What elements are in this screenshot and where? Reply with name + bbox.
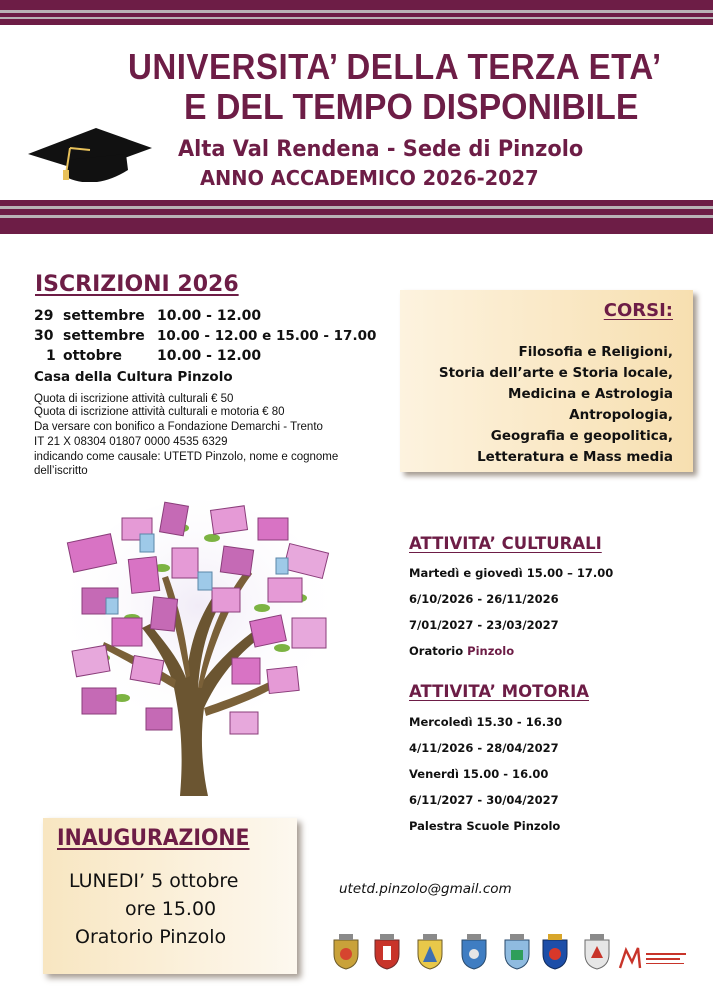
motor-line: 6/11/2027 - 30/04/2027: [409, 793, 559, 807]
schedule-month: settembre: [63, 308, 145, 324]
academic-year: ANNO ACCADEMICO 2026-2027: [200, 166, 539, 190]
book-tree-illustration: [62, 498, 334, 798]
schedule-month: ottobre: [63, 348, 123, 364]
schedule-day: 30: [34, 328, 54, 344]
course-item: Geografia e geopolitica,: [490, 428, 673, 444]
municipal-crest-icon: [502, 934, 532, 970]
motor-line: Mercoledì 15.30 - 16.30: [409, 715, 563, 729]
inauguration-day: LUNEDI’ 5 ottobre: [69, 870, 239, 892]
municipal-crest-icon: [540, 934, 570, 970]
cultural-place: [409, 644, 514, 658]
course-item: Medicina e Astrologia: [508, 386, 673, 402]
schedule-hours: 10.00 - 12.00: [157, 348, 262, 364]
registration-note: Quota di iscrizione attività culturali € 50: [34, 393, 234, 405]
municipal-crest-icon: [331, 934, 361, 970]
contact-email[interactable]: utetd.pinzolo@gmail.com: [339, 881, 512, 897]
cultural-line: 7/01/2027 - 23/03/2027: [409, 618, 559, 632]
registration-note: dell’iscritto: [34, 465, 88, 477]
schedule-day: 29: [34, 308, 54, 324]
header-top-band-3: [0, 19, 713, 25]
registration-title: ISCRIZIONI 2026: [35, 272, 239, 297]
inauguration-place: Oratorio Pinzolo: [75, 926, 227, 948]
cultural-place-accent: Pinzolo: [467, 644, 515, 658]
registration-place: Casa della Cultura Pinzolo: [34, 369, 233, 385]
motor-line: Venerdì 15.00 - 16.00: [409, 767, 549, 781]
schedule-hours: 10.00 - 12.00: [157, 308, 262, 324]
motor-title: ATTIVITA’ MOTORIA: [409, 682, 590, 701]
courses-title: CORSI:: [603, 300, 673, 321]
courses-box: [400, 290, 693, 472]
registration-note: Quota di iscrizione attività culturali e motoria € 80: [34, 406, 285, 418]
municipal-crest-icon: [582, 934, 612, 970]
foundation-logo-icon: [618, 944, 690, 972]
graduation-cap-icon: [26, 108, 154, 182]
cultural-line: Martedì e giovedì 15.00 – 17.00: [409, 566, 614, 580]
motor-place: Palestra Scuole Pinzolo: [409, 819, 561, 833]
municipal-crest-icon: [372, 934, 402, 970]
header-bottom-band-3: [0, 218, 713, 234]
courses-list: [439, 342, 673, 468]
registration-note: indicando come causale: UTETD Pinzolo, nome e cognome: [34, 451, 339, 463]
cultural-place-prefix: Oratorio: [409, 644, 464, 658]
inauguration-time: ore 15.00: [125, 898, 217, 920]
municipal-crest-icon: [459, 934, 489, 970]
cultural-line: 6/10/2026 - 26/11/2026: [409, 592, 559, 606]
registration-note: Da versare con bonifico a Fondazione Demarchi - Trento: [34, 421, 323, 430]
course-item: Antropologia,: [569, 407, 673, 423]
inauguration-title: INAUGURAZIONE: [57, 826, 250, 851]
municipal-crest-icon: [415, 934, 445, 970]
schedule-month: settembre: [63, 328, 145, 344]
subtitle: Alta Val Rendena - Sede di Pinzolo: [178, 137, 584, 162]
header-top-band: [0, 0, 713, 10]
title-line-2: E DEL TEMPO DISPONIBILE: [184, 86, 639, 127]
inauguration-box: [43, 818, 297, 974]
course-item: Letteratura e Mass media: [477, 449, 673, 465]
schedule-hours: 10.00 - 12.00 e 15.00 - 17.00: [157, 328, 377, 344]
iban: IT 21 X 08304 01807 0000 4535 6329: [34, 436, 228, 448]
motor-line: 4/11/2026 - 28/04/2027: [409, 741, 559, 755]
title-line-1: UNIVERSITA’ DELLA TERZA ETA’: [128, 46, 662, 87]
course-item: Storia dell’arte e Storia locale,: [438, 365, 673, 381]
schedule-day: 1: [46, 348, 56, 364]
course-item: Filosofia e Religioni,: [518, 344, 673, 360]
cultural-title: ATTIVITA’ CULTURALI: [409, 534, 602, 553]
